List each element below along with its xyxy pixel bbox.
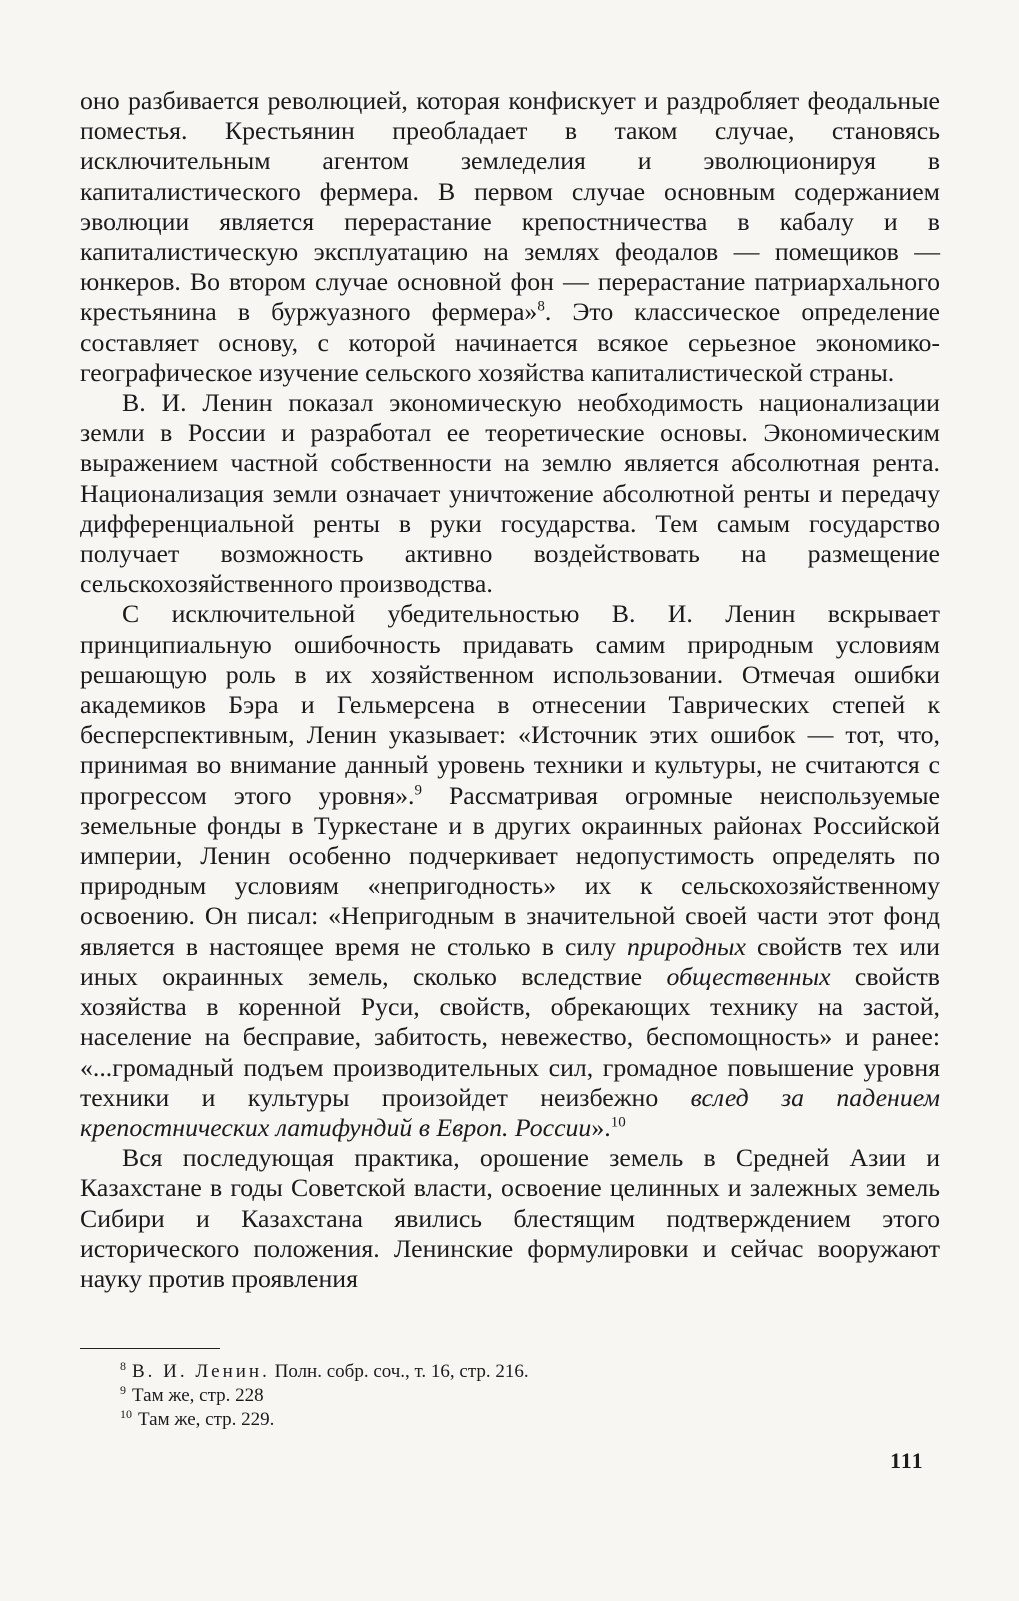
text-run: свойств тех или иных окраинных земель, сколько вследствие [80, 931, 940, 991]
footnote [120, 1360, 820, 1384]
page-number: 111 [890, 1448, 924, 1473]
footnote [120, 1408, 820, 1432]
text-run: С исключительной убедительностью В. И. Ленин вскрывает принципиальную ошибочность придавать самим природным условиям решающую роль в их хозяйственном использовании. Отмечая ошибки академиков Бэра и Гельмерсена в отнесении Таврических степей к бесперспективным, Ленин указывает: «Источник этих ошибок — тот, что, принимая во внимание данный уровень техники и культуры, не считаются с прогрессом этого уровня». [80, 599, 940, 810]
emphasis: вслед за падением крепостнических латифундий в Европ. России [80, 1082, 940, 1142]
footnote-ref: 8 [537, 298, 545, 315]
footnotes [120, 1360, 820, 1432]
paragraph [80, 1143, 940, 1294]
text-run: оно разбивается революцией, которая конфискует и раздробляет феодальные поместья. Крестьянин преобладает в таком случае, становясь исключительным агентом земледелия и эволюционируя в капиталистического фермера. В первом случае основным содержанием эволюции является перерастание крепостничества в кабалу и в капиталистическую эксплуатацию на землях феодалов — помещиков — юнкеров. Во втором случае основной фон — перерастание патриархального крестьянина в буржуазного фермера» [80, 86, 940, 327]
main-text [80, 86, 940, 1294]
text-run: В. И. Ленин показал экономическую необходимость национализации земли в России и разработал ее теоретические основы. Экономическим выражением частной собственности на землю является абсолютная рента. Национализация земли означает уничтожение абсолютной ренты и передачу дифференциальной ренты в руки государства. Тем самым государство получает возможность активно воздействовать на размещение сельскохозяйственного производства. [80, 388, 940, 599]
paragraph [80, 86, 940, 388]
text-run: Рассматривая огромные неиспользуемые земельные фонды в Туркестане и в других окраинных районах Российской империи, Ленин особенно подчеркивает недопустимость определять по природным условиям «непригодность» их к сельскохозяйственному освоению. Он писал: «Непригодным в значительной своей части этот фонд является в настоящее время не столько в силу [80, 780, 940, 961]
footnote-text: Там же, стр. 228 [132, 1385, 264, 1406]
footnote-ref: 9 [414, 782, 422, 799]
paragraph [80, 599, 940, 1143]
footnote-author: В. И. Ленин. [132, 1361, 270, 1382]
footnote-mark: 8 [120, 1358, 126, 1373]
emphasis: природных [627, 931, 746, 961]
emphasis: общественных [666, 961, 831, 991]
text-run: ». [591, 1112, 611, 1142]
footnote [120, 1384, 820, 1408]
footnote-ref: 10 [610, 1114, 626, 1131]
footnote-mark: 10 [120, 1406, 132, 1421]
footnote-text: Там же, стр. 229. [138, 1409, 275, 1430]
footnote-divider [80, 1348, 220, 1349]
footnote-mark: 9 [120, 1382, 126, 1397]
paragraph [80, 388, 940, 599]
footnote-text: Полн. собр. соч., т. 16, стр. 216. [274, 1361, 529, 1382]
text-run: . Это классическое определение составляет основу, с которой начинается всякое серьезное экономико-географическое изучение сельского хозяйства капиталистической страны. [80, 297, 941, 387]
text-run: Вся последующая практика, орошение земель в Средней Азии и Казахстане в годы Советской власти, освоение целинных и залежных земель Сибири и Казахстана явились блестящим подтверждением этого исторического положения. Ленинские формулировки и сейчас вооружают науку против проявления [80, 1143, 940, 1293]
text-run: свойств хозяйства в коренной Руси, свойств, обрекающих технику на застой, население на бесправие, забитость, невежество, беспомощность» и ранее: «...громадный подъем производительных сил, громадное повышение уровня техники и культуры произойдет неизбежно [80, 961, 940, 1112]
